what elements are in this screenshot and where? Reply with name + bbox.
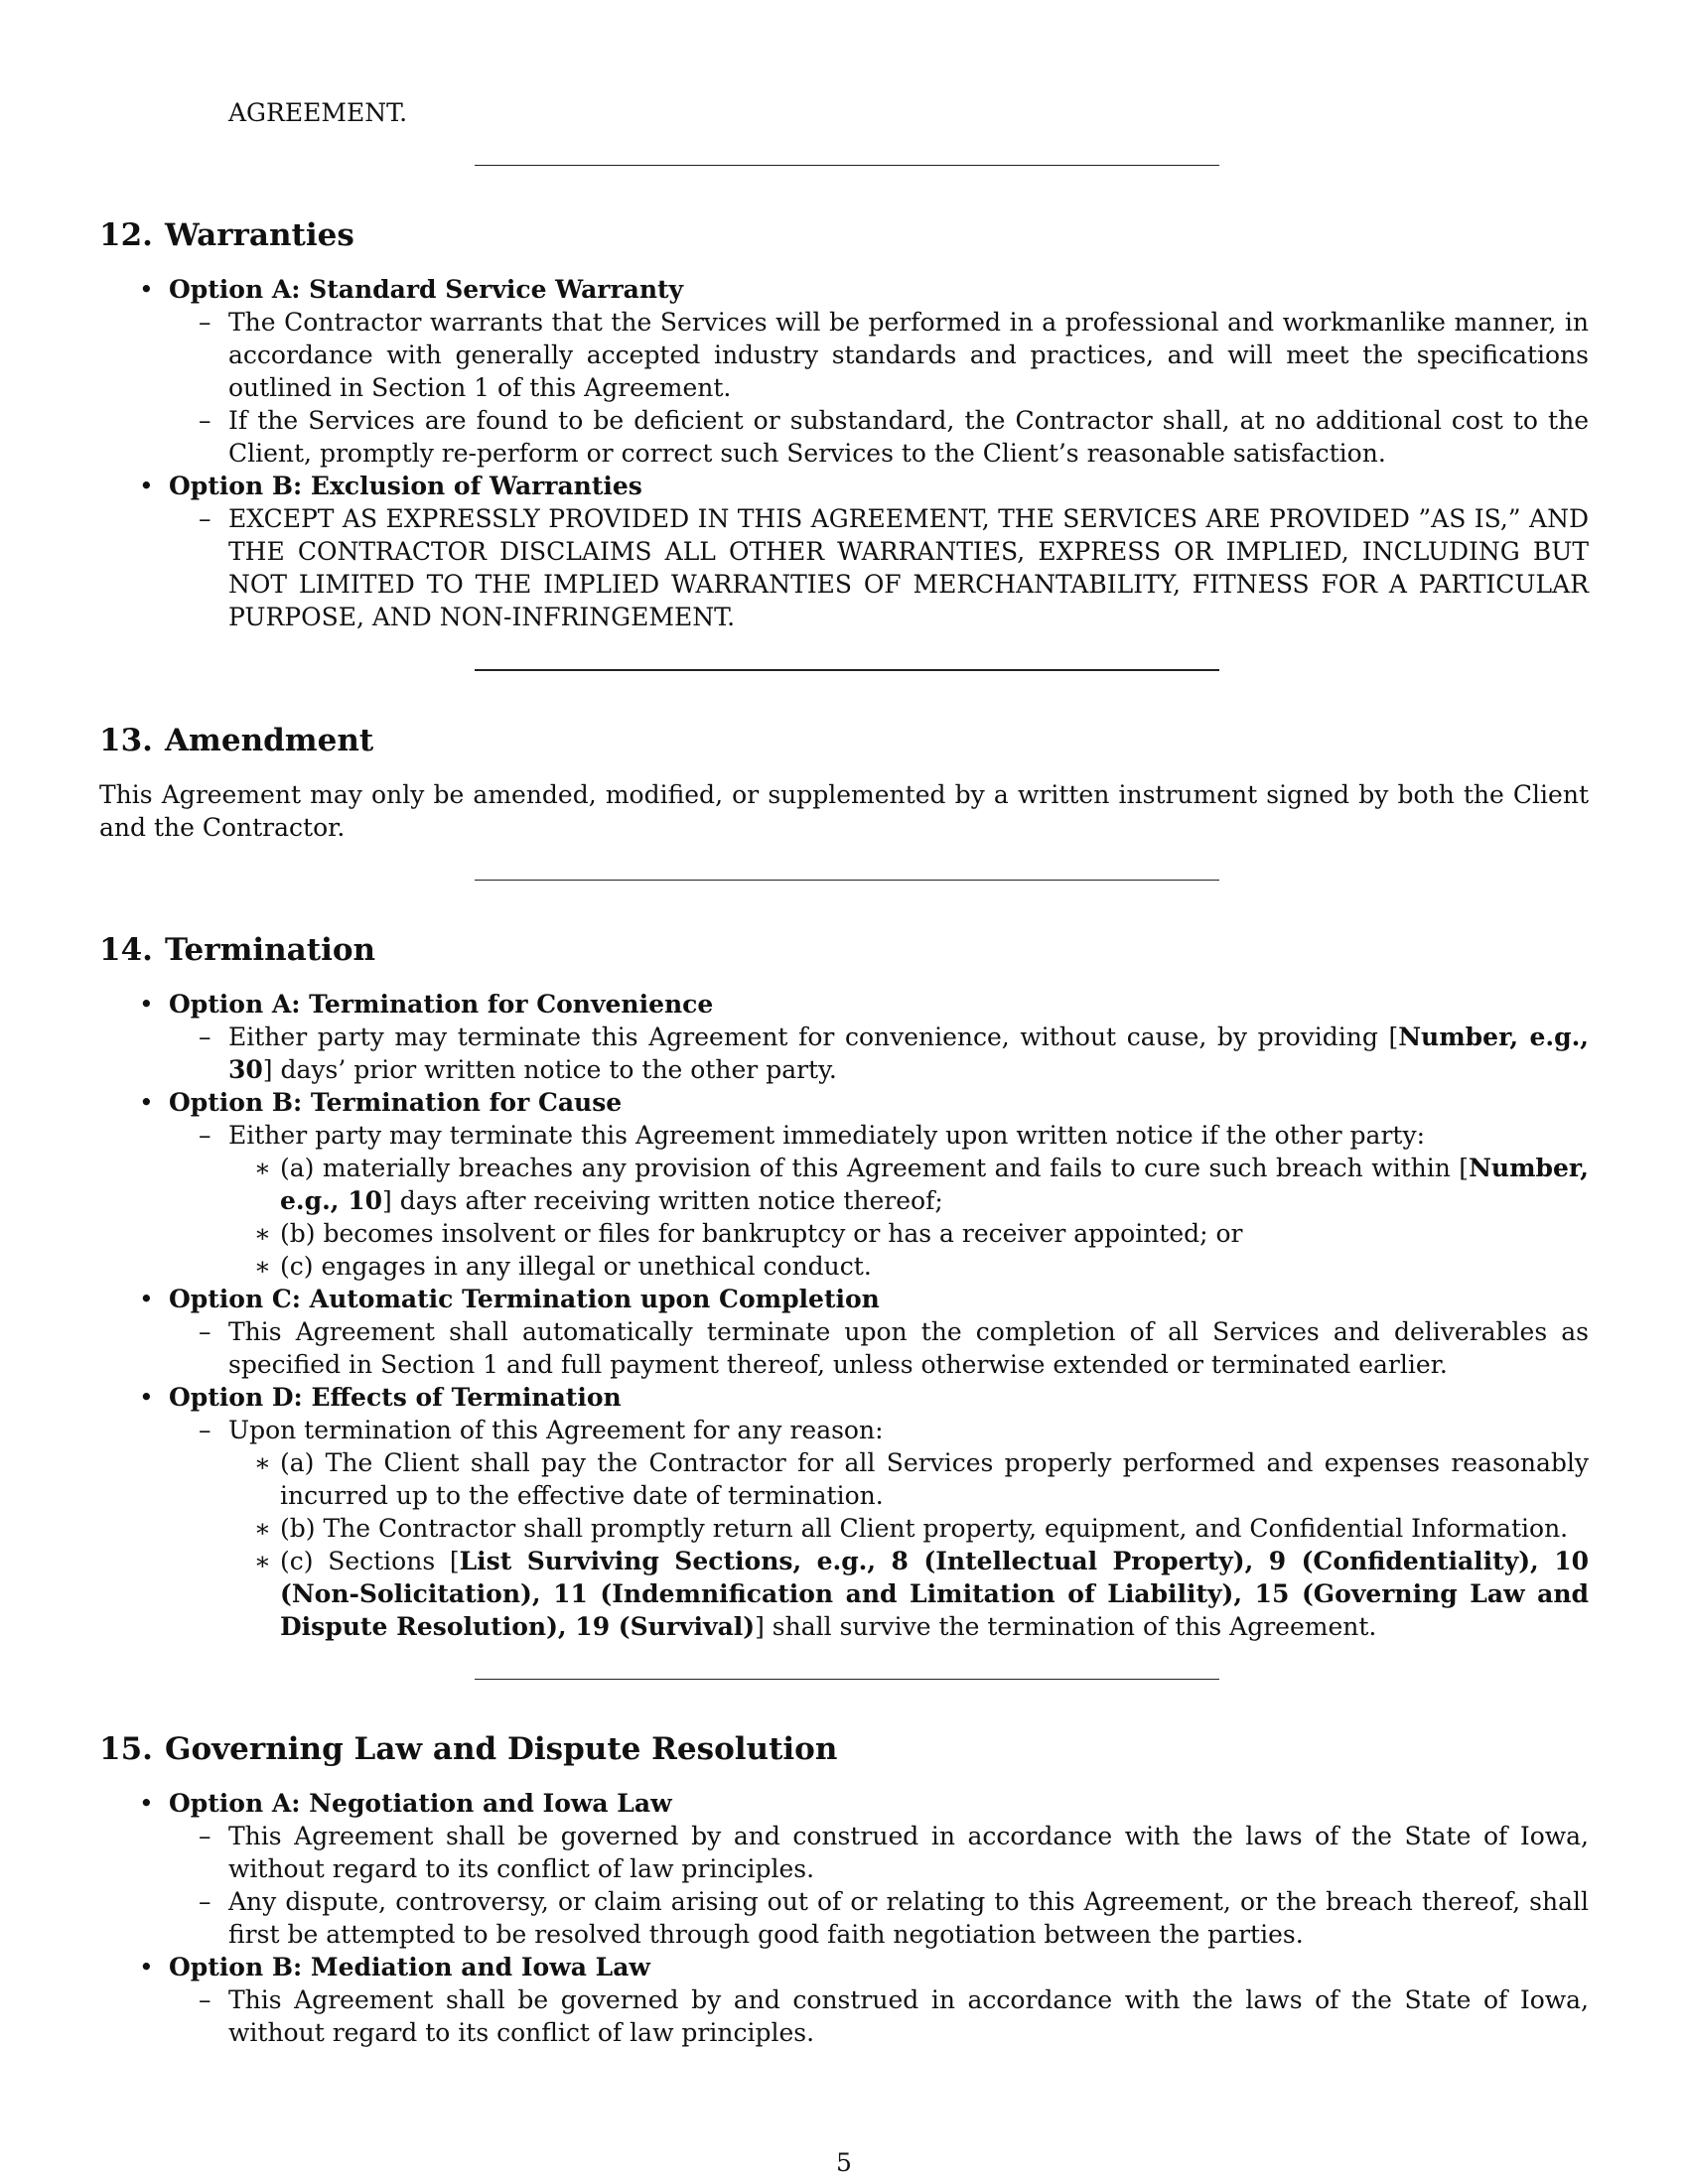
bullet-marker: •: [139, 275, 154, 304]
option-title: Option B: Termination for Cause: [169, 1088, 623, 1117]
option-title: Option A: Negotiation and Iowa Law: [169, 1789, 672, 1818]
list-item: – This Agreement shall be governed by and construed in accordance with the laws of the State of Iowa, without regard to its conflict of law principles.: [199, 1985, 1589, 2047]
star-marker: ∗: [254, 1154, 271, 1182]
placeholder-field: Number, e.g., 10: [280, 1154, 1589, 1215]
sub-list-item: ∗ (c) Sections [List Surviving Sections, e.g., 8 (Intellectual Property), 9 (Confidentiality), 10 (Non-Solicitation), 11 (Indemnification and Limitation of Liability), 15 (Governing Law and Dispute Resolution), 19 (Survival)] shall survive the termination of this Agreement.: [254, 1547, 1590, 1641]
dash-marker: –: [199, 308, 211, 337]
dash-marker: –: [199, 1822, 211, 1850]
star-marker: ∗: [254, 1547, 271, 1575]
page-number: 5: [836, 2148, 852, 2177]
dash-marker: –: [199, 504, 211, 533]
section-divider: [475, 1679, 1219, 1680]
section-12-warranties: [99, 215, 1589, 633]
dash-marker: –: [199, 1985, 211, 2014]
list-item: – Either party may terminate this Agreement for convenience, without cause, by providing [Number, e.g., 30] days’ prior written notice to the other party.: [199, 1023, 1589, 1084]
list-item: – If the Services are found to be deficient or substandard, the Contractor shall, at no additional cost to the Client, promptly re-perform or correct such Services to the Client’s reasonable satisfaction.: [199, 406, 1589, 468]
sub-list-item: ∗ (a) materially breaches any provision of this Agreement and fails to cure such breach within [Number, e.g., 10] days after receiving written notice thereof;: [254, 1154, 1589, 1215]
sub-list-item: ∗ (b) becomes insolvent or files for bankruptcy or has a receiver appointed; or: [254, 1219, 1243, 1248]
dash-marker: –: [199, 1317, 211, 1346]
star-marker: ∗: [254, 1252, 271, 1281]
section-heading: 13. Amendment: [99, 723, 374, 758]
bullet-marker: •: [139, 1088, 154, 1117]
section-divider: [475, 165, 1219, 166]
option-title: Option D: Effects of Termination: [169, 1383, 622, 1412]
option-title: Option B: Mediation and Iowa Law: [169, 1953, 650, 1981]
option-item: [99, 1283, 1589, 1381]
section-heading: 12. Warranties: [99, 217, 354, 253]
placeholder-field: Number, e.g., 30: [228, 1023, 1589, 1084]
list-item: – Either party may terminate this Agreement immediately upon written notice if the other party: ∗ (a) materially breaches any provision of this Agreement and fails to cure such breach within [Number, e.g., 10] days after receiving written notice thereof; ∗ (b) becomes insolvent or files for bankruptcy or has a receiver appointed; or ∗ (c) engages in any illegal or unethical conduct.: [199, 1121, 1589, 1281]
bullet-marker: •: [139, 990, 154, 1019]
continuation-text: AGREEMENT.: [228, 98, 408, 127]
sub-list-item: ∗ (b) The Contractor shall promptly return all Client property, equipment, and Confidential Information.: [254, 1514, 1569, 1543]
bullet-marker: •: [139, 1285, 154, 1313]
star-marker: ∗: [254, 1514, 271, 1543]
star-marker: ∗: [254, 1448, 271, 1477]
bullet-marker: •: [139, 472, 154, 500]
section-15-governing-law: [99, 1729, 1589, 2049]
option-title: Option A: Standard Service Warranty: [169, 275, 684, 304]
document-page: [99, 0, 1589, 2049]
bullet-marker: •: [139, 1789, 154, 1818]
list-item: – Upon termination of this Agreement for any reason: ∗ (a) The Client shall pay the Contractor for all Services properly performed and expenses reasonably incurred up to the effective date of termination. ∗ (b) The Contractor shall promptly return all Client property, equipment, and Confidential Information. ∗ (c) Sections [List Surviving Sections, e.g., 8 (Intellectual Property), 9 (Confidentiality), 10 (Non-Solicitation), 11 (Indemnification and Limitation of Liability), 15 (Governing Law and Dispute Resolution), 19 (Survival)] shall survive the termination of this Agreement.: [199, 1416, 1590, 1641]
option-item: [99, 1951, 1589, 2049]
option-item: [99, 1086, 1589, 1283]
dash-marker: –: [199, 406, 211, 435]
sub-list-item: ∗ (a) The Client shall pay the Contractor for all Services properly performed and expenses reasonably incurred up to the effective date of termination.: [254, 1448, 1589, 1510]
section-divider: [475, 669, 1219, 671]
option-title: Option A: Termination for Convenience: [169, 990, 714, 1019]
section-14-termination: [99, 930, 1589, 1643]
option-item: [99, 988, 1589, 1086]
options-list: [99, 1787, 1589, 2049]
list-item: – Any dispute, controversy, or claim arising out of or relating to this Agreement, or the breach thereof, shall first be attempted to be resolved through good faith negotiation between the parties.: [199, 1887, 1589, 1949]
sub-list-item: ∗ (c) engages in any illegal or unethical conduct.: [254, 1252, 872, 1281]
options-list: [99, 988, 1589, 1643]
option-item: [99, 470, 1589, 633]
section-heading: 15. Governing Law and Dispute Resolution: [99, 1731, 838, 1767]
list-item: – The Contractor warrants that the Services will be performed in a professional and workmanlike manner, in accordance with generally accepted industry standards and practices, and will meet the specifications outlined in Section 1 of this Agreement.: [199, 308, 1589, 402]
dash-marker: –: [199, 1887, 211, 1916]
list-item: – This Agreement shall be governed by and construed in accordance with the laws of the State of Iowa, without regard to its conflict of law principles.: [199, 1822, 1589, 1883]
dash-marker: –: [199, 1121, 211, 1150]
option-title: Option B: Exclusion of Warranties: [169, 472, 642, 500]
options-list: [99, 273, 1589, 633]
section-body: This Agreement may only be amended, modified, or supplemented by a written instrument signed by both the Client and the Contractor.: [99, 780, 1589, 842]
dash-marker: –: [199, 1416, 211, 1444]
section-divider: [475, 880, 1219, 881]
option-title: Option C: Automatic Termination upon Completion: [169, 1285, 880, 1313]
section-13-amendment: [99, 721, 1589, 844]
bullet-marker: •: [139, 1383, 154, 1412]
placeholder-field: List Surviving Sections, e.g., 8 (Intellectual Property), 9 (Confidentiality), 10 (Non-Solicitation), 11 (Indemnification and Limitation of Liability), 15 (Governing Law and Dispute Resolution), 19 (Survival): [280, 1547, 1590, 1641]
option-item: [99, 1787, 1589, 1951]
bullet-marker: •: [139, 1953, 154, 1981]
list-item: – This Agreement shall automatically terminate upon the completion of all Services and deliverables as specified in Section 1 and full payment thereof, unless otherwise extended or terminated earlier.: [199, 1317, 1589, 1379]
section-heading: 14. Termination: [99, 932, 376, 968]
option-item: [99, 273, 1589, 470]
list-item: – EXCEPT AS EXPRESSLY PROVIDED IN THIS AGREEMENT, THE SERVICES ARE PROVIDED ”AS IS,” AND THE CONTRACTOR DISCLAIMS ALL OTHER WARRANTIES, EXPRESS OR IMPLIED, INCLUDING BUT NOT LIMITED TO THE IMPLIED WARRANTIES OF MERCHANTABILITY, FITNESS FOR A PARTICULAR PURPOSE, AND NON-INFRINGEMENT.: [199, 504, 1589, 631]
dash-marker: –: [199, 1023, 211, 1051]
option-item: [99, 1381, 1589, 1643]
star-marker: ∗: [254, 1219, 271, 1248]
